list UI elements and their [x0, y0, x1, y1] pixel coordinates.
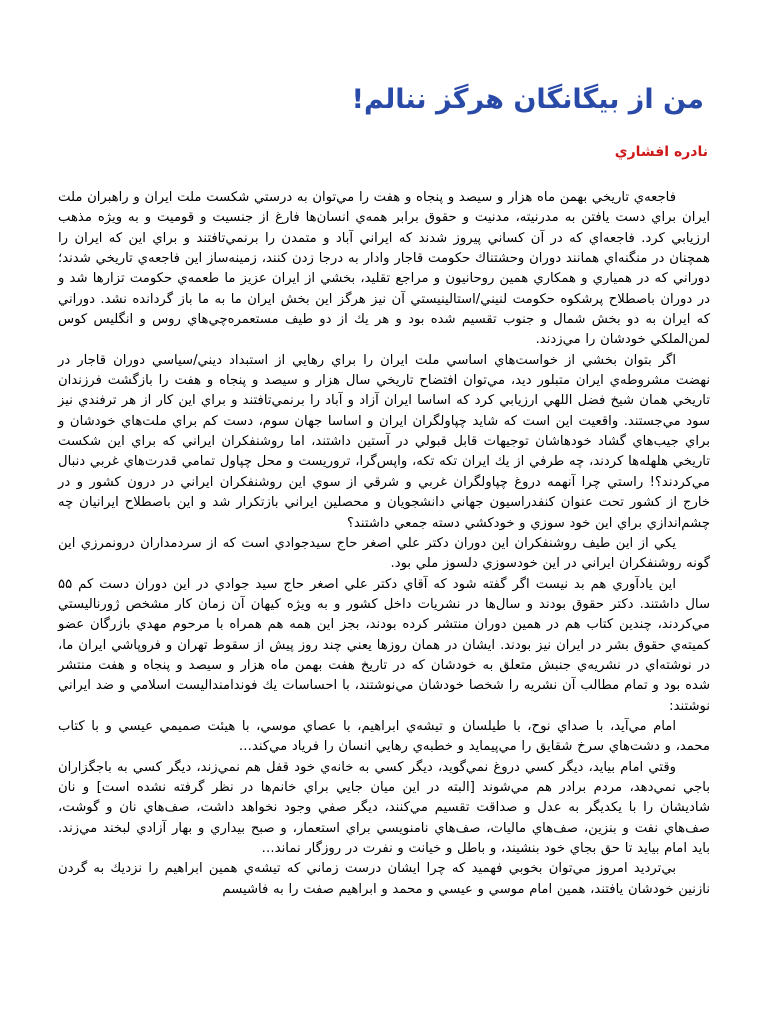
paragraph-2: اگر بتوان بخشي از خواست‌هاي اساسي ملت ايران را براي رهايي از استبداد ديني/سياسي دوران قاجار در نهضت مشروطه‌ي ايران متبلور ديد، مي‌توان افتضاح تاريخي سال هزار و سيصد و پنجاه و هفت را بازگشت فرزندان تاريخي همان شيخ فضل اللهي ارزيابي كرد كه اساسا ايران آزاد و آباد را برنمي‌تافتند و براي اين كار از هر ترفندي نيز سود مي‌جستند. واقعيت اين است كه شايد چپاولگران ايران و اساسا جهان سوم، دست كم براي ملت‌هاي خودشان و براي جيب‌هاي گشاد خودهاشان توجيهات قابل قبولي در آستين داشتند، اما روشنفكران ايراني كه براي اين شكست تاريخي هلهله‌ها كردند، چه طرفي از يك ايران تكه تكه، واپس‌گرا، تروريست و محل چپاول تمامي قدرت‌هاي غربي دنبال مي‌كردند؟! راستي چرا آنهمه دروغ چپاولگران غربي و شرقي از سوي اين روشنفكران ايراني در درون كشور و در خارج از كشور تحت عنوان كنفدراسيون جهاني دانشجويان و محصلين ايراني بازتكرار شد و اين باصطلاح ايرانيان چه چشم‌اندازي براي اين خود سوزي و خودكشي دسته جمعي داشتند؟ — [58, 352, 710, 531]
article-title: من از بيگانگان هرگز ننالم! — [351, 84, 704, 115]
paragraph-5-quote: امام مي‌آيد، با صداي نوح، با طيلسان و تيشه‌ي ابراهيم، با عصاي موسي، با هيئت صميمي عيسي و با كتاب محمد، و دشت‌هاي سرخ شقايق را مي‌پيمايد و خطبه‌ي رهايي انسان را فرياد مي‌كند… — [58, 718, 710, 755]
paragraph-6-quote: وقتي امام بيايد، ديگر كسي دروغ نمي‌گويد، ديگر كسي به خانه‌ي خود قفل هم نمي‌زند، ديگر كسي به باجگزاران باجي نمي‌دهد، مردم برادر هم مي‌شوند [البته در اين ميان جايي براي خانم‌ها در نظر گرفته نشده است] و نان شاديشان را با يكديگر به عدل و صداقت تقسيم مي‌كنند، ديگر صفي وجود نخواهد داشت، صف‌هاي نان و گوشت، صف‌هاي نفت و بنزين، صف‌هاي ماليات، صف‌هاي نامنويسي براي استعمار، و صبح بيداري و بهار آزادي لبخند مي‌زند. بايد امام بيايد تا حق بجاي خود بنشيند، و باطل و خيانت و نفرت در روزگار نماند… — [58, 759, 710, 856]
paragraph-3: يكي از اين طيف روشنفكران اين دوران دكتر علي اصغر حاج سيدجوادي است كه از سردمداران درونمرزي اين گونه روشنفكران ايراني در اين خودسوزي دلسوز ملي بود. — [58, 535, 710, 572]
paragraph-7: بي‌ترديد امروز مي‌توان بخوبي فهميد كه چرا ايشان درست زماني كه تيشه‌ي همين ابراهيم را نزديك به گردن نازنين خودشان يافتند، همين امام موسي و عيسي و محمد و ابراهيم صفت را به فاشيسم — [58, 861, 710, 897]
paragraph-4: اين يادآوري هم بد نيست اگر گفته شود كه آقاي دكتر علي اصغر حاج سيد جوادي در اين دوران دست كم ۵۵ سال داشتند. دكتر حقوق بودند و سال‌ها در نشريات داخل كشور و به ويژه كيهان آن زمان كار مشخص ژورناليستي مي‌كردند، چندين كتاب هم در همين دوران منتشر كرده بودند، بجز اين همه هم همراه با مرحوم مهدي بازرگان عضو كميته‌ي حقوق بشر در ايران نيز بودند. ايشان در همان روزها يعني چند روز پيش از سقوط تهران و فروپاشي ايران ما، در نوشته‌اي در نشريه‌ي جنبش متعلق به خودشان كه در تاريخ هفت بهمن ماه هزار و سيصد و پنجاه و هفت منتشر شده بود و تمام مطالب آن نشريه را شخصا خودشان مي‌نوشتند، با احساسات يك فوندامنداليست اسلامي و ضد ايراني نوشتند: — [58, 576, 710, 714]
article-author: نادره افشاري — [614, 144, 708, 160]
article-body — [58, 188, 710, 900]
paragraph-1: فاجعه‌ي تاريخي بهمن ماه هزار و سيصد و پنجاه و هفت را مي‌توان به درستي شكست ملت ايران و راهبران ملت ايران براي دست يافتن به مدرنيته، مدنيت و حقوق برابر همه‌ي انسان‌ها فارغ از جنسيت و قوميت و به ويژه مذهب ارزيابي كرد. فاجعه‌اي كه در آن كساني پيروز شدند كه ايراني آباد و متمدن را برنمي‌تافتند و براي اين كه ايران را همچنان در منگنه‌اي همانند دوران وحشتناك حكومت قاجار وادار به درجا زدن كنند، زمينه‌ساز اين فاجعه‌ي تاريخي شدند؛ دوراني كه در همياري و همكاري همين روحانيون و مراجع تقليد، بخشي از ايران عزيز ما طعمه‌ي حكومت تزارها شد و در دوران باصطلاح پرشكوه حكومت لنيني/استالينيستي آن نيز هرگز اين بخش ايران ما به ما باز گردانده نشد. دوراني كه ايران به دو بخش شمال و جنوب تقسيم شده بود و هر يك از دو طيف مستعمره‌چي‌هاي روس و انگليس كوس لمن‌الملكي خودشان را مي‌زدند. — [58, 190, 710, 348]
